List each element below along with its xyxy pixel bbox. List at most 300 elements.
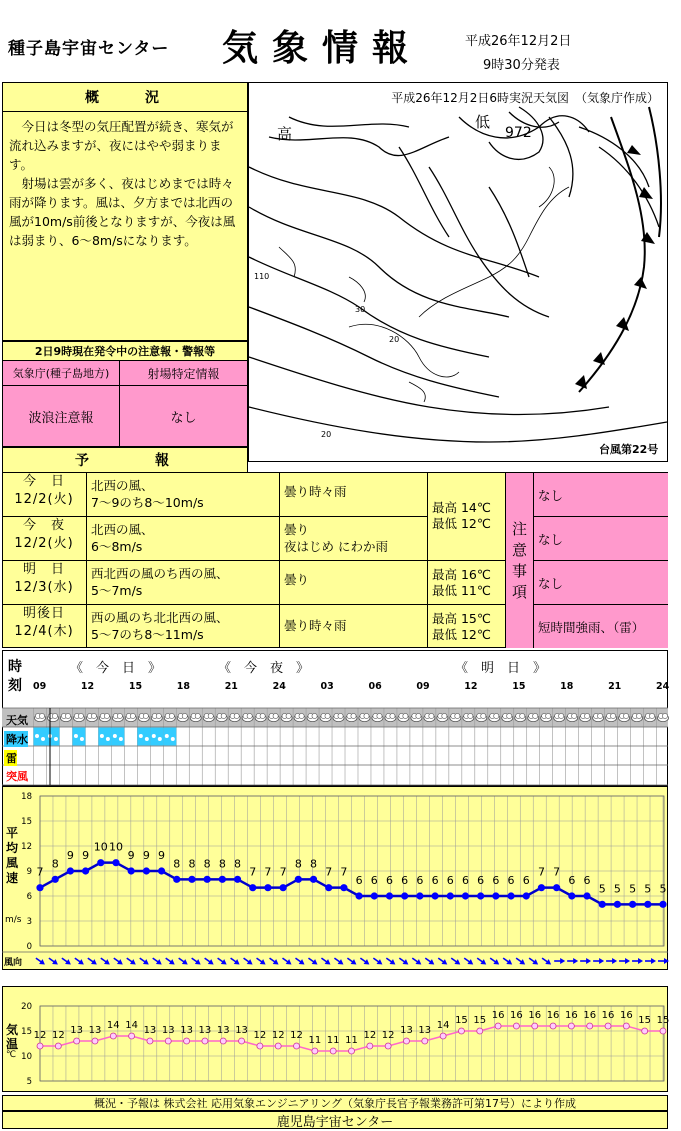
hour-tick-label: 21 (608, 681, 622, 692)
data-label: 8 (188, 857, 196, 871)
data-point (52, 876, 58, 882)
forecast-wind (87, 517, 280, 561)
temp-chart (2, 986, 668, 1092)
data-point (356, 893, 362, 899)
data-label: 11 (308, 1035, 322, 1046)
time-label (8, 658, 22, 696)
wind-unit: m/s (5, 915, 22, 925)
data-point (432, 893, 438, 899)
cloud-icon-shape (649, 713, 654, 718)
data-label: 9 (158, 849, 166, 862)
data-point (330, 1048, 336, 1054)
data-label: 9 (127, 849, 135, 862)
temp-ylabel-char: 気 (6, 1023, 19, 1037)
forecast-weather (280, 605, 428, 648)
wind-arrow-head (560, 958, 565, 964)
wind-arrow-icon (164, 956, 176, 967)
forecast-wind (87, 605, 280, 648)
data-label: 10 (108, 840, 123, 854)
y-tick-label: 20 (21, 1002, 32, 1012)
caution-label-char: 注 (511, 519, 527, 538)
data-point (403, 1038, 409, 1044)
warnings-jma-header: 気象庁(種子島地方) (2, 360, 120, 386)
temp-low: 最低 11℃ (432, 583, 491, 598)
hour-tick-label: 12 (464, 681, 478, 692)
forecast-wind-line: 西の風のち北北西の風、 (91, 610, 229, 625)
wind-arrow-icon (307, 956, 319, 967)
cloud-icon (437, 713, 448, 721)
forecast-date: 12/2(火) (14, 536, 74, 551)
data-label: 6 (461, 874, 469, 887)
y-tick-label: 12 (21, 842, 32, 852)
wind-arrow-icon (281, 956, 293, 967)
forecast-wind-line: 5〜7m/s (91, 583, 143, 598)
forecast-day-label: 今 夜 (22, 518, 65, 533)
data-point (401, 893, 407, 899)
data-point (37, 1043, 43, 1049)
hour-tick-label: 18 (560, 681, 574, 692)
data-point (523, 893, 529, 899)
cloud-icon-shape (610, 713, 615, 718)
cloud-icon-shape (273, 713, 278, 718)
data-label: 6 (522, 874, 530, 887)
data-point (312, 1048, 318, 1054)
temp-ylabel-char: 温 (6, 1037, 19, 1051)
hour-tick-label: 24 (272, 681, 286, 692)
forecast-wind (87, 473, 280, 517)
data-point (605, 1023, 611, 1029)
data-label: 12 (253, 1030, 267, 1041)
data-label: 6 (507, 874, 515, 887)
y-tick-label: 15 (21, 817, 32, 827)
wind-arrow-icon (527, 956, 539, 967)
wind-arrow-icon (619, 958, 630, 964)
data-label: 7 (264, 865, 272, 879)
map-high-label: 高 (277, 125, 293, 143)
wind-arrow-icon (112, 956, 124, 967)
header-org: 種子島宇宙センター (8, 39, 170, 59)
cloud-icon (73, 713, 84, 721)
hour-tick-label: 06 (368, 681, 382, 692)
cloud-icon-shape (416, 713, 421, 718)
cloud-icon (554, 713, 565, 721)
data-point (386, 893, 392, 899)
cloud-icon (112, 713, 123, 721)
cloud-icon (385, 713, 396, 721)
data-label: 6 (431, 874, 439, 887)
data-point (458, 1028, 464, 1034)
cloud-icon-shape (377, 713, 382, 718)
data-point (202, 1038, 208, 1044)
data-label: 6 (492, 874, 500, 887)
data-point (220, 1038, 226, 1044)
temp-low: 最低 12℃ (432, 627, 491, 642)
wind-arrow-head (625, 958, 630, 964)
cloud-icon-shape (78, 713, 83, 718)
cloud-icon-shape (364, 713, 369, 718)
y-tick-label: 9 (26, 867, 32, 877)
wind-arrow-head (573, 958, 578, 964)
data-label: 7 (36, 865, 44, 879)
cloud-icon (372, 713, 383, 721)
data-label: 16 (491, 1010, 505, 1021)
summary-paragraph-1: 今日は冬型の気圧配置が続き、寒気が流れ込みますが、夜にはやや弱まります。 (9, 119, 234, 172)
wind-arrow-icon (450, 956, 462, 967)
hour-tick-label: 18 (176, 681, 190, 692)
data-label: 15 (455, 1015, 468, 1026)
wind-arrow-icon (320, 956, 332, 967)
cloud-icon-shape (559, 713, 564, 718)
data-label: 12 (363, 1030, 377, 1041)
weather-map-caption: 平成26年12月2日6時実況天気図 （気象庁作成） (391, 91, 659, 105)
data-label: 6 (385, 874, 393, 887)
hour-tick-label: 09 (33, 681, 47, 692)
forecast-weather-line: 夜はじめ にわか雨 (284, 539, 388, 554)
data-label: 14 (125, 1020, 138, 1031)
cloud-icon (346, 713, 357, 721)
forecast-wind-line: 7〜9のち8〜10m/s (91, 495, 204, 510)
wind-arrow-icon (60, 956, 72, 967)
rain-drop (41, 737, 45, 741)
data-point (623, 1023, 629, 1029)
wind-arrow-icon (658, 958, 669, 964)
cloud-icon-shape (533, 713, 538, 718)
wind-arrow-icon (514, 956, 526, 967)
data-label: 5 (613, 882, 621, 896)
y-tick-label: 10 (21, 1052, 32, 1062)
forecast-wind-line: 西北西の風のち西の風、 (91, 566, 229, 581)
data-point (385, 1043, 391, 1049)
summary-paragraph-2: 射場は雲が多く、夜はじめまでは時々雨が降ります。風は、夕方までは北西の風が10m/s前後となりますが、今夜は風は弱まり、6〜8m/sになります。 (9, 176, 236, 248)
summary-panel (2, 111, 248, 341)
wind-chart (2, 786, 668, 970)
wind-arrow-head (586, 958, 591, 964)
data-point (239, 1038, 245, 1044)
wind-arrow-icon (242, 956, 254, 967)
data-label: 12 (51, 1030, 65, 1041)
data-point (349, 1048, 355, 1054)
wind-arrow-icon (398, 956, 410, 967)
data-label: 7 (249, 865, 257, 879)
temp-unit: ℃ (6, 1050, 17, 1060)
data-point (165, 1038, 171, 1044)
wind-arrow-head (638, 958, 643, 964)
cloud-icon (359, 713, 370, 721)
wind-arrow-icon (411, 956, 423, 967)
cloud-icon (47, 713, 58, 721)
data-label: 9 (142, 849, 150, 862)
cloud-icon-shape (91, 713, 96, 718)
data-point (493, 893, 499, 899)
data-point (599, 901, 605, 907)
forecast-row (2, 473, 87, 517)
data-point (189, 876, 195, 882)
rain-drop (139, 734, 143, 738)
data-label: 6 (355, 874, 363, 887)
wind-arrow-icon (645, 958, 656, 964)
wind-arrow-icon (580, 958, 591, 964)
data-point (113, 859, 119, 865)
data-point (275, 1043, 281, 1049)
wind-arrow-icon (47, 956, 59, 967)
wind-arrow-icon (203, 956, 215, 967)
cloud-icon (216, 713, 227, 721)
header-issued-time: 9時30分発表 (483, 58, 560, 73)
data-label: 14 (106, 1020, 120, 1031)
data-label: 14 (436, 1020, 450, 1031)
cloud-icon (255, 713, 266, 721)
data-label: 5 (659, 882, 667, 896)
forecast-day-label: 今 日 (22, 474, 65, 489)
forecast-weather (280, 473, 428, 517)
data-label: 8 (218, 857, 226, 871)
forecast-weather-line: 曇り (284, 522, 310, 537)
data-point (326, 884, 332, 890)
hour-tick-label: 09 (416, 681, 430, 692)
wind-arrow-icon (475, 956, 487, 967)
cloud-icon-shape (546, 713, 551, 718)
wind-arrow-icon (151, 956, 163, 967)
rain-drop (113, 734, 117, 738)
forecast-weather-line: 曇り時々雨 (284, 484, 347, 499)
caution-item: 短時間強雨、（雷） (534, 605, 668, 648)
cloud-icon (281, 713, 292, 721)
temp-high: 最高 15℃ (432, 611, 491, 626)
hour-tick-label: 12 (80, 681, 95, 692)
data-label: 7 (340, 865, 348, 879)
cloud-icon-shape (351, 713, 356, 718)
caution-item: なし (534, 473, 668, 517)
cloud-icon-shape (104, 713, 109, 718)
rain-icon (46, 728, 59, 746)
data-label: 12 (290, 1030, 303, 1041)
data-label: 5 (629, 882, 637, 896)
cloud-icon (99, 713, 110, 721)
data-point (550, 1023, 556, 1029)
cloud-icon (138, 713, 149, 721)
data-label: 7 (279, 865, 287, 879)
cloud-icon-shape (494, 713, 499, 718)
period-tomorrow: 《 明 日 》 (455, 661, 547, 676)
data-label: 13 (143, 1025, 157, 1036)
wind-arrow-icon (216, 956, 228, 967)
cloud-icon (580, 713, 591, 721)
wind-arrow-icon (488, 956, 500, 967)
data-point (569, 893, 575, 899)
warnings-title: 2日9時現在発令中の注意報・警報等 (2, 341, 248, 361)
period-today: 《 今 日 》 (70, 661, 162, 676)
data-label: 5 (644, 882, 652, 896)
cloud-icon (541, 713, 552, 721)
forecast-day-label: 明後日 (22, 606, 65, 621)
data-label: 8 (294, 857, 302, 871)
data-point (67, 868, 73, 874)
cloud-icon-shape (299, 713, 304, 718)
data-label: 8 (51, 857, 59, 871)
data-point (37, 884, 43, 890)
caution-label-char: 事 (511, 561, 527, 580)
warnings-site-header: 射場特定情報 (119, 360, 248, 386)
temp-low: 最低 12℃ (432, 516, 491, 531)
data-label: 16 (583, 1010, 597, 1021)
cloud-icon (658, 713, 669, 721)
timeline-grid (2, 708, 668, 786)
cloud-icon-shape (208, 713, 213, 718)
forecast-day-label: 明 日 (22, 562, 65, 577)
y-tick-label: 18 (21, 792, 32, 802)
data-point (532, 1023, 538, 1029)
data-point (538, 884, 544, 890)
forecast-wind-line: 5〜7のち8〜11m/s (91, 627, 204, 642)
cloud-icon-shape (429, 713, 434, 718)
cloud-icon-shape (143, 713, 148, 718)
wind-arrow-icon (632, 958, 643, 964)
cloud-icon (411, 713, 422, 721)
data-point (295, 876, 301, 882)
data-label: 6 (568, 874, 576, 887)
data-point (310, 876, 316, 882)
map-typhoon-label: 台風第22号 (599, 443, 659, 456)
cloud-icon-shape (286, 713, 291, 718)
data-label: 13 (161, 1025, 175, 1036)
wind-ylabel-char: 速 (6, 871, 19, 885)
warnings-site-value: なし (119, 385, 248, 447)
summary-header: 概 況 (2, 82, 248, 112)
data-point (371, 893, 377, 899)
caution-label-char: 項 (511, 582, 527, 601)
wind-ylabel-char: 平 (6, 826, 19, 840)
caution-label (506, 473, 534, 648)
data-label: 12 (33, 1030, 47, 1041)
rain-drop (171, 737, 175, 741)
data-label: 15 (638, 1015, 652, 1026)
wind-arrow-head (664, 958, 669, 964)
data-label: 8 (310, 857, 318, 871)
data-point (250, 884, 256, 890)
cloud-icon (333, 713, 344, 721)
cloud-icon-shape (636, 713, 641, 718)
cloud-icon-shape (65, 713, 70, 718)
forecast-row (2, 605, 87, 648)
data-point (158, 868, 164, 874)
data-label: 15 (656, 1015, 670, 1026)
cloud-icon (567, 713, 578, 721)
wind-ylabel-char: 均 (6, 841, 19, 855)
row-label-gust: 突風 (6, 770, 28, 783)
cloud-icon-shape (312, 713, 317, 718)
cloud-icon (463, 713, 474, 721)
data-point (234, 876, 240, 882)
time-label-char: 時 (8, 659, 22, 675)
wind-arrow-icon (346, 956, 358, 967)
cloud-icon-shape (221, 713, 226, 718)
data-point (660, 1028, 666, 1034)
data-point (74, 1038, 80, 1044)
cloud-icon (164, 713, 175, 721)
temp-high: 最高 14℃ (432, 500, 491, 515)
data-point (513, 1023, 519, 1029)
data-label: 13 (70, 1025, 84, 1036)
forecast-weather-line: 曇り (284, 572, 310, 587)
cloud-icon (606, 713, 617, 721)
hour-tick-label: 21 (224, 681, 238, 692)
cloud-icon (489, 713, 500, 721)
row-label-lightning: 雷 (6, 752, 17, 765)
footer-center: 鹿児島宇宙センター (2, 1111, 668, 1129)
wind-arrow-icon (125, 956, 137, 967)
map-low-pressure: 972 (505, 125, 532, 141)
forecast-date: 12/3(水) (14, 580, 74, 595)
cloud-icon (60, 713, 71, 721)
forecast-temp-day-after (428, 605, 506, 648)
data-label: 6 (370, 874, 378, 887)
data-point (98, 859, 104, 865)
data-label: 5 (598, 882, 606, 896)
rain-drop (119, 737, 123, 741)
data-label: 6 (583, 874, 591, 887)
data-label: 8 (234, 857, 242, 871)
wind-arrow-icon (86, 956, 98, 967)
cloud-icon (35, 713, 46, 721)
temp-high: 最高 16℃ (432, 567, 491, 582)
data-point (477, 1028, 483, 1034)
data-label: 6 (446, 874, 454, 887)
data-label: 13 (88, 1025, 102, 1036)
data-point (447, 893, 453, 899)
cloud-icon-shape (39, 713, 44, 718)
wind-arrow-head (599, 958, 604, 964)
cloud-icon-shape (247, 713, 252, 718)
cloud-icon-shape (403, 713, 408, 718)
cloud-icon-shape (585, 713, 590, 718)
data-label: 16 (601, 1010, 615, 1021)
forecast-temp-today (428, 473, 506, 561)
data-point (462, 893, 468, 899)
page-title: 気象情報 (222, 28, 423, 69)
cloud-icon-shape (156, 713, 161, 718)
row-label-weather: 天気 (6, 714, 28, 727)
data-point (587, 1023, 593, 1029)
cloud-icon (203, 713, 214, 721)
rain-drop (35, 734, 39, 738)
cloud-icon-shape (325, 713, 330, 718)
data-point (184, 1038, 190, 1044)
weather-map-panel (248, 82, 668, 462)
cloud-icon-shape (195, 713, 200, 718)
wind-arrow-icon (294, 956, 306, 967)
wind-direction-label: 風向 (4, 958, 23, 968)
wind-arrow-icon (229, 956, 241, 967)
data-point (629, 901, 635, 907)
data-label: 8 (173, 857, 181, 871)
y-tick-label: 6 (26, 892, 32, 902)
wind-arrow-icon (385, 956, 397, 967)
caution-label-char: 意 (511, 540, 527, 559)
data-label: 16 (546, 1010, 560, 1021)
data-point (294, 1043, 300, 1049)
rain-drop (152, 734, 156, 738)
data-label: 16 (565, 1010, 578, 1021)
cloud-icon-shape (572, 713, 577, 718)
rain-drop (74, 734, 78, 738)
data-point (508, 893, 514, 899)
data-point (147, 1038, 153, 1044)
data-label: 12 (271, 1030, 285, 1041)
wind-arrow-head (651, 958, 656, 964)
data-label: 13 (418, 1025, 432, 1036)
cloud-icon (151, 713, 162, 721)
map-isobar-label: 110 (254, 272, 270, 281)
